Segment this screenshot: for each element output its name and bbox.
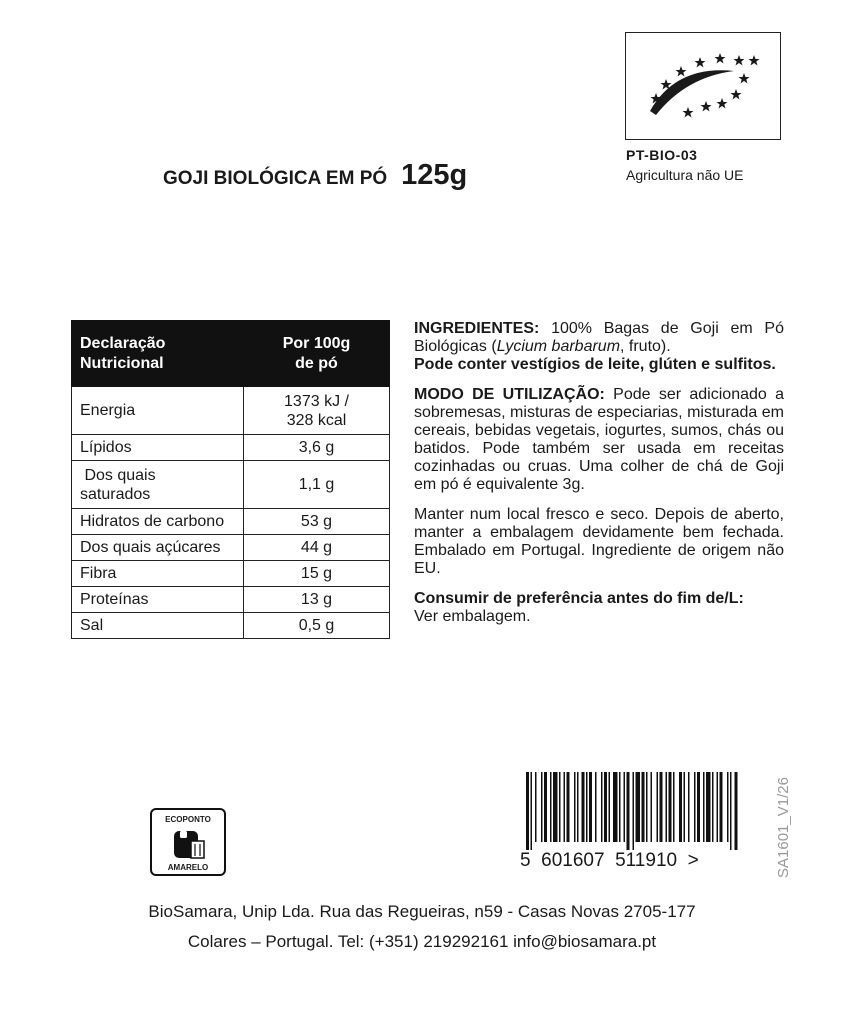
barcode-bar [559,772,561,842]
barcode-bar [582,772,585,842]
storage-paragraph: Manter num local fresco e seco. Depois de aberto, manter a embalagem devidamente bem fechada. Embalado em Portugal. Ingrediente de origem não EU. [414,506,784,577]
recycling-bin-icon [172,827,206,861]
nutrition-table [71,320,390,639]
nutrient-label: Dos quais açúcares [72,535,244,561]
nutrition-row-saturated [72,461,390,509]
barcode-bar [619,772,621,842]
barcode-bar [657,772,659,842]
best-before-label: Consumir de preferência antes do fim de/L: [414,590,744,607]
barcode-bar [688,772,690,842]
barcode-bar [679,772,682,842]
barcode-bar [604,772,607,842]
nutrient-value: 0,5 g [244,613,390,639]
nutrient-label: Sal [72,613,244,639]
nutrition-header-per100g: Por 100g de pó [244,321,390,387]
nutrient-label: Lípidos [72,435,244,461]
ecoponto-top-label: ECOPONTO [165,815,211,824]
barcode-bar [642,772,645,842]
nutrition-header-label: Declaração Nutricional [72,321,244,387]
usage-paragraph: MODO DE UTILIZAÇÃO: Pode ser adicionado a sobremesas, misturas de especiarias, misturada em cereais, bebidas vegetais, iogurtes, sumos, chás ou batidos. Pode também ser usada em receitas cozinhadas ou cruas. Uma colher de chá de Goji em pó é equivalente 3g. [414,386,785,493]
barcode-bar [669,772,672,842]
barcode-bar [567,772,570,842]
product-title [163,159,467,192]
barcode-bar [589,772,592,842]
barcode-bar [646,772,648,842]
company-address-line1: BioSamara, Unip Lda. Rua das Regueiras, n59 - Casas Novas 2705-177 [148,902,696,921]
nutrition-row-fibre [72,561,390,587]
barcode-bar [712,772,714,842]
barcode-bar [574,772,576,842]
allergen-warning: Pode conter vestígios de leite, glúten e sulfitos. [414,356,776,373]
barcode-bar [553,772,558,842]
barcode-bar [613,772,618,842]
nutrient-value: 44 g [244,535,390,561]
barcode [522,772,740,850]
nutrient-label: Fibra [72,561,244,587]
barcode-bar [673,772,675,842]
barcode-bar [544,772,547,842]
barcode-bar [541,772,543,842]
nutrient-value: 53 g [244,509,390,535]
nutrient-value: 15 g [244,561,390,587]
barcode-bar [586,772,588,842]
barcode-bar [636,772,641,842]
nutrient-value: 1,1 g [244,461,390,509]
barcode-bar [720,772,723,842]
product-weight: 125g [401,159,468,191]
barcode-bar [531,772,533,850]
eu-organic-logo [625,32,781,140]
barcode-bar [633,772,635,850]
barcode-bar [703,772,705,842]
barcode-bar [627,772,630,850]
nutrient-label: Proteínas [72,587,244,613]
barcode-bar [577,772,579,842]
barcode-bar [666,772,668,842]
barcode-number: 5 601607 511910 > [520,850,699,871]
nutrition-row-salt [72,613,390,639]
barcode-bar [526,772,529,850]
nutrient-value: 1373 kJ / 328 kcal [244,387,390,435]
nutrient-label: Energia [72,387,244,435]
product-info-text [414,320,784,638]
company-address-line2: Colares – Portugal. Tel: (+351) 219292161 info@biosamara.pt [187,932,657,951]
nutrition-row-fat [72,435,390,461]
product-name: GOJI BIOLÓGICA EM PÓ [163,168,388,189]
nutrient-value: 3,6 g [244,435,390,461]
nutrition-row-sugars [72,535,390,561]
barcode-bar [660,772,663,842]
barcode-bar [697,772,700,842]
label-version-code: SA1601_V1/26 [775,777,792,878]
nutrient-label: Dos quais saturados [72,461,244,509]
barcode-bar [601,772,603,842]
barcode-bar [550,772,552,842]
nutrition-row-carbs [72,509,390,535]
barcode-bar [564,772,566,842]
best-before-paragraph: Consumir de preferência antes do fim de/L: Ver embalagem. [414,590,744,625]
usage-label: MODO DE UTILIZAÇÃO: [414,386,605,403]
nutrition-row-energy [72,387,390,435]
barcode-bar [717,772,719,842]
barcode-bar [624,772,626,842]
barcode-bar [535,772,537,842]
barcode-bar [651,772,653,842]
ingredients-paragraph: INGREDIENTES: 100% Bagas de Goji em Pó Biológicas (Lycium barbarum, fruto). Pode conter vestígios de leite, glúten e sulfitos. [414,320,784,373]
nutrition-row-protein [72,587,390,613]
ingredients-label: INGREDIENTES: [414,320,540,337]
nutrient-value: 13 g [244,587,390,613]
nutrition-header-row [72,321,390,387]
barcode-bar [730,772,732,850]
nutrient-label: Hidratos de carbono [72,509,244,535]
agriculture-origin: Agricultura não UE [626,167,744,183]
barcode-bar [684,772,686,842]
eu-organic-leaf-icon [626,33,779,138]
barcode-bar [706,772,711,842]
barcode-bar [694,772,696,842]
barcode-bar [735,772,738,850]
barcode-bar [609,772,611,842]
ecoponto-badge [150,808,226,876]
barcode-bar [727,772,729,842]
barcode-bar [595,772,597,842]
ecoponto-bottom-label: AMARELO [167,863,209,872]
organic-cert-code: PT-BIO-03 [626,147,698,163]
